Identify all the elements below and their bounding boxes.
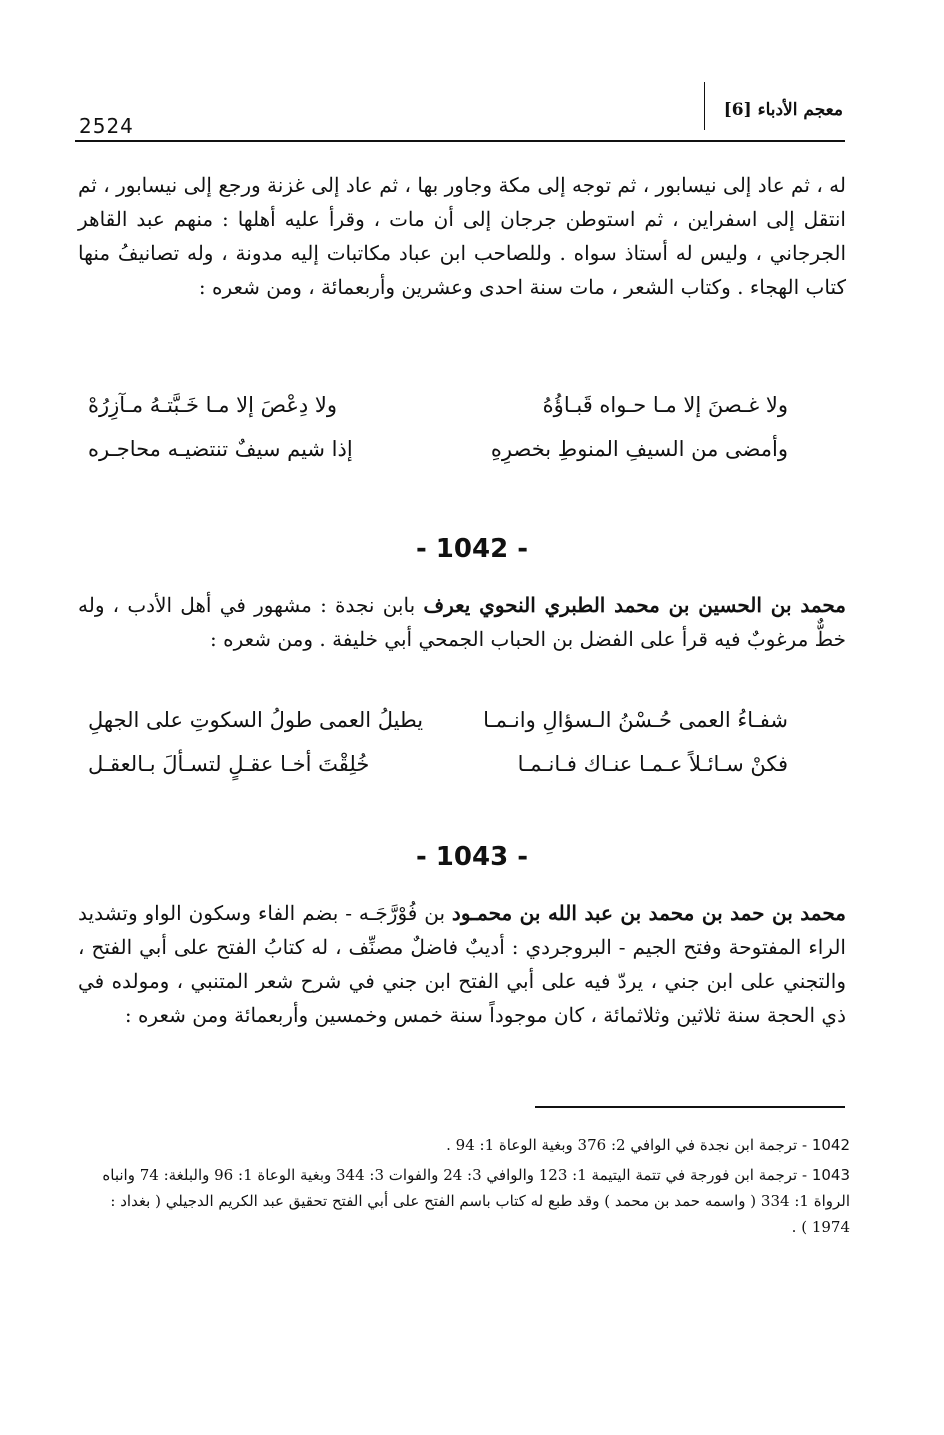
page-number: 2524 [79,114,134,138]
footnote-number: 1043 [811,1166,850,1184]
entry-paragraph [78,896,846,1032]
verse-second-hemistich: يطيلُ العمى طولُ السكوتِ على الجهلِ [88,708,424,732]
verse [88,393,788,437]
verse-second-hemistich: ولا دِعْصَ إلا مـا خَـبَّتـهُ مـآزِرُهْ [88,393,338,417]
entry-text: بابن نجدة : مشهور في أهل الأدب ، وله خطٌّ مرغوبٌ فيه قرأ على الفضل بن الحباب الجمحي أبي خليفة . ومن شعره : [78,593,846,651]
verse-first-hemistich: فكنْ سـائـلاً عـمـا عنـاك فـانـمـا [517,752,788,776]
intro-paragraph: له ، ثم عاد إلى نيسابور ، ثم توجه إلى مكة وجاور بها ، ثم عاد إلى غزنة ورجع إلى نيسابور ، ثم انتقل إلى اسفراين ، ثم استوطن جرجان إلى أن مات ، وقرأ عليه أهلها : منهم عبد القاهر الجرجاني ، وليس له أستاذ سواه . وللصاحب ابن عباد مكاتبات إليه مدونة ، وله تصانيفُ منها كتاب الهجاء . وكتاب الشعر ، مات سنة احدى وعشرين وأربعمائة ، ومن شعره : [78,173,846,299]
entry-number: - 1043 - [415,842,529,872]
running-title: معجم الأدباء [6] [723,100,843,120]
header-rule [75,140,845,142]
entry-text: بن فُوْرَّجَـه - بضم الفاء وسكون الواو وتشديد الراء المفتوحة وفتح الجيم - البروجردي : أديبٌ فاضلٌ مصنِّف ، له كتابُ الفتح على أبي الفتح ، والتجني على ابن جني ، يردّ فيه على أبي الفتح ابن جني في شرح شعر المتنبي ، ومولده في ذي الحجة سنة ثلاثين وثلاثمائة ، كان موجوداً سنة خمس وخمسين وأربعمائة ومن شعره : [78,901,846,1027]
verse [88,708,788,752]
footnote [70,1132,850,1158]
entry-name: محمد بن حمد بن محمد بن عبد الله بن محمـود [451,901,846,925]
footnotes [70,1132,850,1244]
entry-poem [88,708,788,796]
page-header [75,96,845,142]
verse-first-hemistich: ولا غـصنَ إلا مـا حـواه قَبـاؤُهُ [542,393,788,417]
verse-second-hemistich: خُلِقْتَ أخـا عقـلٍ لتسـألَ بـالعقـل [88,752,370,776]
footnote-text: - ترجمة ابن فورجة في تتمة اليتيمة 1: 123 والوافي 3: 24 والفوات 3: 344 وبغية الوعاة 1: 96 والبلغة: 74 وانباه الرواة 1: 334 ( واسمه حمد بن محمد ) وقد طبع له كتاب باسم الفتح على أبي الفتح تحقيق عبد الكريم الدجيلي ( بغداد : 1974 ) . [102,1166,850,1236]
footnote-text: - ترجمة ابن نجدة في الوافي 2: 376 وبغية الوعاة 1: 94 . [446,1136,808,1154]
footnote-number: 1042 [811,1136,850,1154]
verse-first-hemistich: وأمضى من السيفِ المنوطِ بخصرِهِ [490,437,788,461]
verse [88,437,788,481]
entry-name: محمد بن الحسين بن محمد الطبري النحوي يعرف [423,593,847,617]
verse-second-hemistich: إذا شيم سيفٌ تنتضيـه محاجـره [88,437,353,461]
footnote-rule [535,1106,845,1108]
intro-poem [88,393,788,481]
verse-first-hemistich: شفـاءُ العمى حُـسْنُ الـسؤالِ وانـمـا [483,708,788,732]
footnote [70,1162,850,1240]
header-divider-tick [704,82,705,130]
entry-number: - 1042 - [415,534,529,564]
entry-paragraph [78,588,846,656]
verse [88,752,788,796]
